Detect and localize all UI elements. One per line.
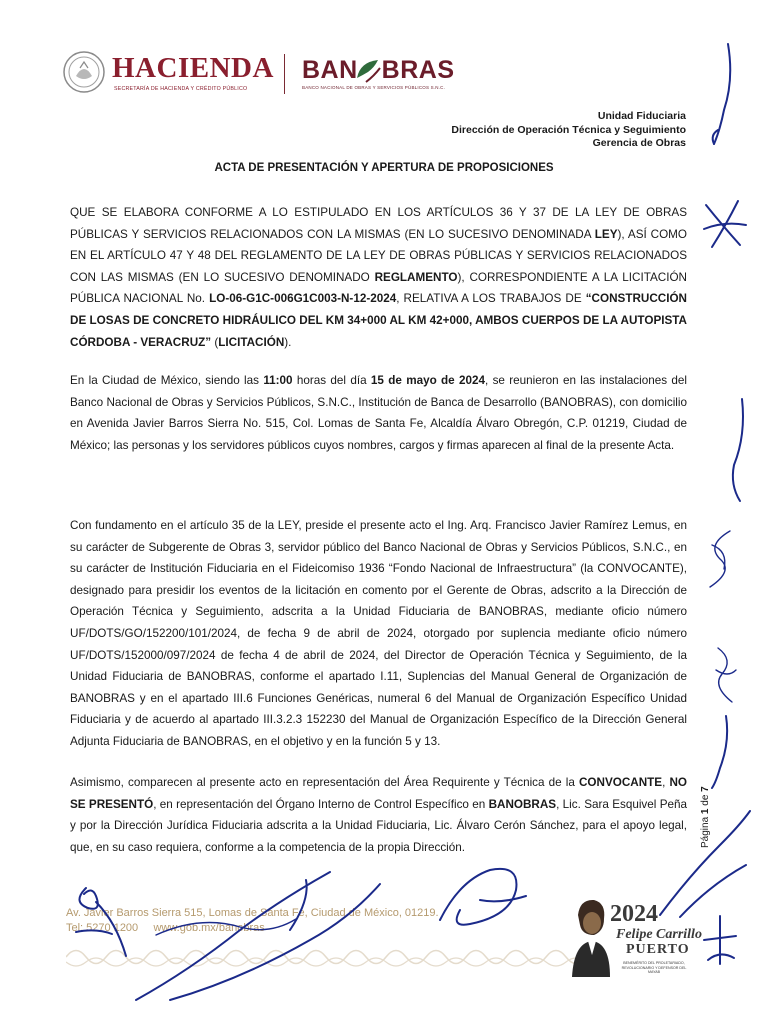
signature-right-3: [722, 395, 752, 505]
tender-number: LO-06-G1C-006G1C003-N-12-2024: [209, 292, 397, 306]
signature-right-6: [706, 712, 736, 792]
text: , RELATIVA A LOS TRABAJOS DE: [396, 292, 586, 306]
footer-address: Av. Javier Barros Sierra 515, Lomas de Santa Fe, Ciudad de México, 01219.: [66, 907, 439, 919]
text: ).: [284, 335, 292, 349]
text: ), CORRESPONDIENTE A LA LICITACIÓN PÚBLICA NACIONAL No.: [70, 270, 687, 306]
header-divider: [284, 54, 285, 94]
bold-term: LEY: [594, 227, 618, 241]
paragraph-preamble: [70, 202, 687, 353]
commemorative-surname: PUERTO: [626, 942, 690, 957]
footer-phone: Tel: 5270 1200: [66, 922, 139, 934]
paragraph-attendees: [70, 772, 687, 858]
text: Página: [700, 814, 711, 848]
total-pages: 7: [700, 786, 711, 792]
unit-line-2: Dirección de Operación Técnica y Seguimiento: [451, 123, 686, 136]
unit-line-1: Unidad Fiduciaria: [597, 110, 686, 122]
banobras-left: BAN: [302, 56, 358, 84]
banobras-subtitle: BANCO NACIONAL DE OBRAS Y SERVICIOS PÚBLICOS S.N.C.: [302, 85, 446, 90]
footer-website: www.gob.mx/banobras: [153, 922, 265, 934]
meeting-time: 11:00: [263, 374, 293, 387]
unit-line-3: Gerencia de Obras: [592, 137, 686, 149]
commemorative-name: Felipe Carrillo: [616, 927, 702, 942]
text: (: [211, 335, 219, 349]
text: Asimismo, comparecen al presente acto en representación del Área Requirente y Técnica de la: [70, 776, 579, 789]
current-page: 1: [700, 808, 711, 815]
portrait-icon: [570, 895, 612, 977]
document-title: ACTA DE PRESENTACIÓN Y APERTURA DE PROPOSICIONES: [214, 162, 554, 174]
banobras-right: BRAS: [381, 56, 455, 84]
text: , se reunieron en las instalaciones del Banco Nacional de Obras y Servicios Públicos, S.N.C., Institución de Banca de Desarrollo (BANOBRAS), con domicilio en Avenida Javier Barros Sierra No. 515, Col. Lomas de Santa Fe, Alcaldía Álvaro Obregón, C.P. 01219, Ciudad de México; las personas y los servidores públicos cuyos nombres, cargos y firmas aparecen al final de la presente Acta.: [70, 374, 687, 452]
bold-term: BANOBRAS: [488, 797, 557, 811]
paragraph-meeting: [70, 370, 687, 456]
hacienda-logo-text: HACIENDA: [112, 52, 274, 84]
signature-right-4: [700, 525, 740, 595]
bold-term: LICITACIÓN: [218, 335, 285, 349]
text: horas del día: [292, 374, 371, 387]
bold-term: NO SE PRESENTÓ: [70, 776, 687, 811]
text: , Lic. Sara Esquivel Peña y por la Dirección Jurídica Fiduciaria adscrita a la Unidad Fiduciaria, Lic. Álvaro Cerón Sánchez, para el apoyo legal, que, en su caso requiera, conforme a la competencia de la propia Dirección.: [70, 797, 687, 854]
project-name: “CONSTRUCCIÓN DE LOSAS DE CONCRETO HIDRÁULICO DEL KM 34+000 AL KM 42+000, AMBOS CUERPOS DE LA AUTOPISTA CÓRDOBA - VERACRUZ”: [70, 292, 687, 349]
text: QUE SE ELABORA CONFORME A LO ESTIPULADO EN LOS ARTÍCULOS 36 Y 37 DE LA LEY DE OBRAS PÚBLICAS Y SERVICIOS RELACIONADOS CON LA MISMAS (EN LO SUCESIVO DENOMINADA: [70, 206, 687, 241]
commemorative-year: 2024: [610, 901, 658, 927]
text: , en representación del Órgano Interno de Control Específico en: [153, 797, 489, 811]
signature-right-5: [710, 640, 740, 710]
commemorative-caption: BENEMÉRITO DEL PROLETARIADO, REVOLUCIONARIO Y DEFENSOR DEL MAYAB: [621, 961, 687, 975]
text: ), ASÍ COMO EN EL ARTÍCULO 47 Y 48 DEL REGLAMENTO DE LA LEY DE OBRAS PÚBLICAS Y SERVICIOS RELACIONADOS CON LAS MISMAS (EN LO SUCESIVO DENOMINADO: [70, 227, 687, 284]
letterhead: [62, 44, 482, 104]
bold-term: REGLAMENTO: [374, 270, 458, 284]
signature-right-8: [700, 910, 740, 970]
paragraph-foundation: Con fundamento en el artículo 35 de la LEY, preside el presente acto el Ing. Arq. Francisco Javier Ramírez Lemus, en su carácter de Subgerente de Obras 3, servidor público del Banco Nacional de Obras y Servicios Públicos, S.N.C., en su carácter de Institución Fiduciaria en el Fideicomiso 1936 “Fondo Nacional de Infraestructura” (la CONVOCANTE), designado para presidir los eventos de la licitación en comento por el Gerente de Obras, adscrito a la Dirección de Operación Técnica y Seguimiento, adscrita a la Unidad Fiduciaria de BANOBRAS, mediante oficio número UF/DOTS/GO/152200/101/2024, de fecha 9 de abril de 2024, otorgado por suplencia mediante oficio número UF/DOTS/152000/097/2024 de fecha 4 de abril de 2024, del Director de Operación Técnica y Seguimiento, de la Unidad Fiduciaria de BANOBRAS, conforme el apartado I.11, Suplencias del Manual General de Organización de BANOBRAS y en el apartado III.6 Funciones Genéricas, numeral 6 del Manual de Organización Específico Unidad Fiduciaria y de acuerdo al apartado III.3.2.3 152230 del Manual de Organización Específico de la Dirección General Adjunta Fiduciaria de BANOBRAS, en el objetivo y en la función 5 y 13.: [70, 519, 687, 748]
signature-right-1: [700, 40, 740, 150]
signature-right-2: [700, 195, 750, 255]
national-seal-icon: [62, 50, 106, 94]
text: ,: [662, 776, 670, 789]
signature-right-7: [650, 805, 760, 925]
text: de: [700, 791, 711, 809]
text: En la Ciudad de México, siendo las: [70, 374, 264, 387]
bold-term: CONVOCANTE: [578, 776, 663, 789]
signature-mid-left: [150, 905, 300, 945]
hacienda-subtitle: SECRETARÍA DE HACIENDA Y CRÉDITO PÚBLICO: [114, 86, 248, 92]
signature-bottom-3: [430, 860, 540, 940]
issuing-unit: [451, 110, 686, 151]
banobras-leaf-icon: [354, 56, 382, 84]
meeting-date: 15 de mayo de 2024: [370, 374, 486, 387]
